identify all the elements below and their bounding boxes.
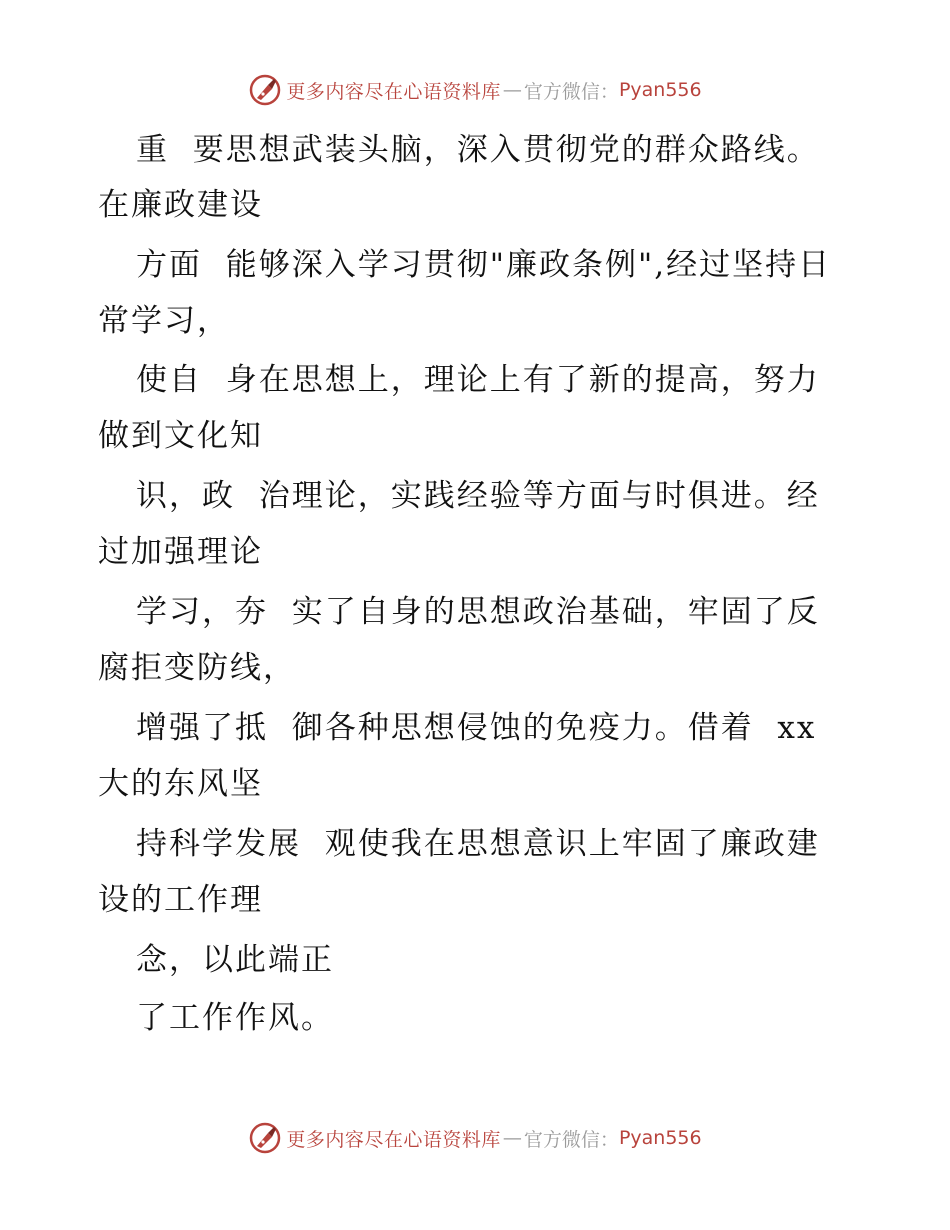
text-line: 学习，夯 实了自身的思想政治基础，牢固了反	[136, 594, 820, 630]
text-line: 重 要思想武装头脑，深入贯彻党的群众路线。	[136, 132, 820, 168]
text-line: 使自 身在思想上，理论上有了新的提高，努力	[136, 362, 820, 398]
banner-wechat-id: Pyan556	[618, 79, 702, 101]
text-line: 识，政 治理论，实践经验等方面与时俱进。经	[136, 478, 820, 514]
banner-separator: —	[502, 1127, 522, 1149]
text-line: 持科学发展 观使我在思想意识上牢固了廉政建	[136, 826, 820, 862]
text-line: 大的东风坚	[98, 766, 263, 802]
text-line: 了工作作风。	[136, 1000, 334, 1036]
text-line: 方面 能够深入学习贯彻"廉政条例",经过坚持日	[136, 247, 832, 283]
header-banner	[0, 70, 950, 110]
text-line: 过加强理论	[98, 534, 263, 570]
banner-wechat-label: 官方微信：	[523, 1128, 619, 1151]
banner-wechat-label: 官方微信：	[523, 80, 619, 103]
pen-nib-logo-icon	[248, 1121, 282, 1155]
banner-text: 更多内容尽在心语资料库	[286, 1128, 501, 1151]
text-line: 做到文化知	[98, 418, 263, 454]
pen-nib-logo-icon	[248, 73, 282, 107]
banner-wechat-id: Pyan556	[618, 1127, 702, 1149]
text-line: 常学习，	[98, 303, 230, 339]
banner-text: 更多内容尽在心语资料库	[286, 80, 501, 103]
footer-banner	[0, 1118, 950, 1158]
text-line: 念，以此端正	[136, 942, 334, 978]
banner-separator: —	[502, 79, 522, 101]
text-line: 在廉政建设	[98, 187, 263, 223]
text-line: 腐拒变防线，	[98, 650, 296, 686]
text-line: 设的工作理	[98, 882, 263, 918]
text-line: 增强了抵 御各种思想侵蚀的免疫力。借着 xx	[136, 710, 817, 746]
